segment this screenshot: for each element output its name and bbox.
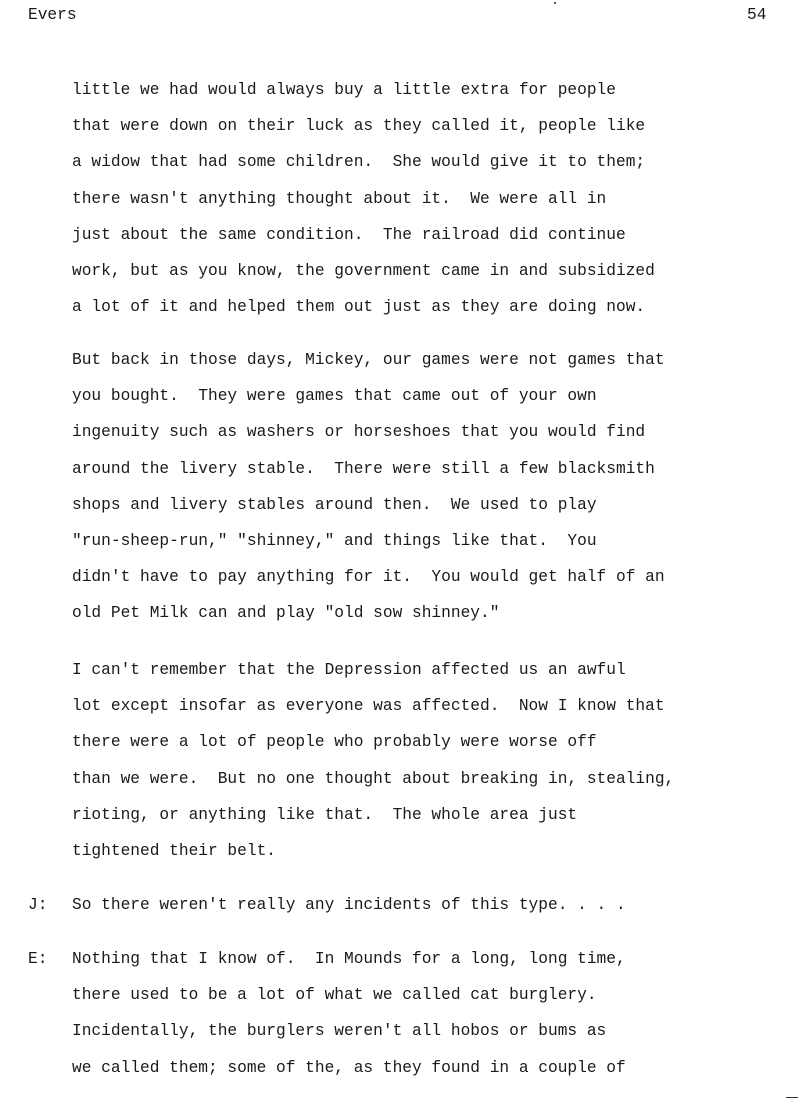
text-line: there were a lot of people who probably were worse off — [72, 733, 597, 752]
text-line: So there weren't really any incidents of this type. . . . — [72, 896, 626, 914]
text-line: Incidentally, the burglers weren't all hobos or bums as — [72, 1022, 607, 1041]
paragraph — [72, 941, 626, 1086]
text-line: we called them; some of the, as they found in a couple of — [72, 1058, 626, 1077]
scan-edge-mark — [786, 1097, 798, 1098]
text-line: Nothing that I know of. In Mounds for a long, long time, — [72, 950, 626, 968]
text-line: I can't remember that the Depression affected us an awful — [72, 661, 626, 679]
speaker-label: J: — [28, 896, 48, 914]
text-line: a lot of it and helped them out just as they are doing now. — [72, 298, 646, 317]
text-line: that were down on their luck as they called it, people like — [72, 117, 646, 136]
text-line: lot except insofar as everyone was affected. Now I know that — [72, 697, 665, 716]
interviewee-name: Evers — [28, 6, 77, 24]
text-line: didn't have to pay anything for it. You would get half of an — [72, 568, 665, 587]
text-line: "run-sheep-run," "shinney," and things like that. You — [72, 531, 597, 550]
page-number: 54 — [747, 6, 767, 24]
text-line: you bought. They were games that came out of your own — [72, 387, 597, 406]
paragraph — [72, 887, 626, 923]
text-line: But back in those days, Mickey, our games were not games that — [72, 351, 665, 369]
text-line: there used to be a lot of what we called cat burglery. — [72, 986, 597, 1005]
text-line: than we were. But no one thought about breaking in, stealing, — [72, 769, 675, 788]
text-line: rioting, or anything like that. The whole area just — [72, 805, 578, 824]
paragraph — [72, 72, 655, 325]
text-line: tightened their belt. — [72, 841, 276, 860]
text-line: little we had would always buy a little extra for people — [72, 81, 616, 99]
text-line: old Pet Milk can and play "old sow shinney." — [72, 604, 500, 623]
text-line: just about the same condition. The railroad did continue — [72, 225, 626, 244]
text-line: a widow that had some children. She would give it to them; — [72, 153, 646, 172]
paragraph — [72, 652, 674, 869]
text-line: ingenuity such as washers or horseshoes that you would find — [72, 423, 646, 442]
text-line: around the livery stable. There were still a few blacksmith — [72, 459, 655, 478]
paragraph — [72, 342, 665, 668]
text-line: work, but as you know, the government came in and subsidized — [72, 261, 655, 280]
text-line: shops and livery stables around then. We used to play — [72, 495, 597, 514]
text-line: there wasn't anything thought about it. We were all in — [72, 189, 607, 208]
speaker-label: E: — [28, 950, 48, 968]
scan-speck — [554, 2, 556, 4]
